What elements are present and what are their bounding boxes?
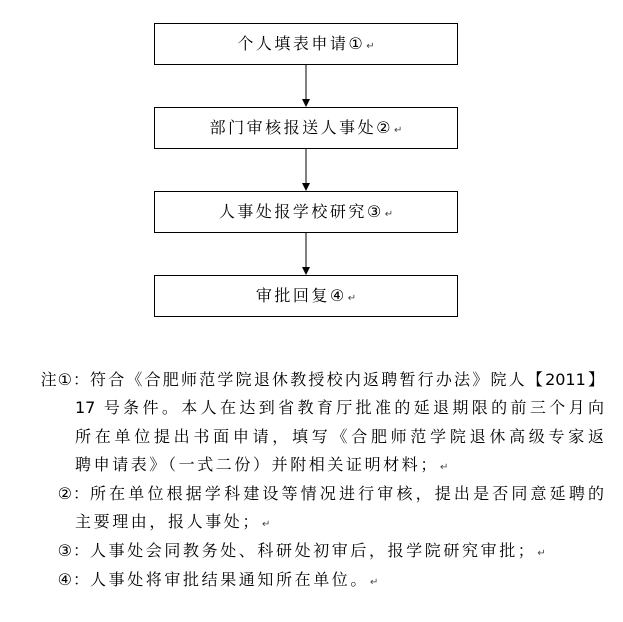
arrow-step-3-to-4 — [302, 233, 310, 275]
paragraph-mark: ↵ — [370, 577, 379, 588]
paragraph-mark: ↵ — [384, 209, 394, 220]
paragraph-mark: ↵ — [366, 41, 375, 52]
paragraph-mark: ↵ — [440, 462, 449, 473]
note-4-line-1 — [90, 570, 378, 590]
note-text: 符合《合肥师范学院退休教授校内返聘暂行办法》院人【2011】 — [90, 370, 604, 389]
note-1-marker: 注①： — [40, 370, 90, 389]
note-text: 17 号条件。本人在达到省教育厅批准的延退期限的前三个月向 — [75, 398, 604, 417]
paragraph-mark: ↵ — [262, 519, 271, 530]
paragraph-mark: ↵ — [347, 293, 357, 304]
note-3-marker: ③： — [57, 541, 90, 560]
flow-step-label: 个人填表申请① — [237, 34, 366, 53]
note-3-line-1 — [90, 541, 546, 561]
note-1-line-4 — [75, 455, 448, 475]
paragraph-mark: ↵ — [393, 125, 403, 136]
arrow-step-1-to-2 — [302, 65, 310, 107]
flow-step-label: 部门审核报送人事处② — [209, 118, 393, 137]
paragraph-mark: ↵ — [537, 548, 546, 559]
note-text: 人事处将审批结果通知所在单位。 — [90, 570, 370, 589]
note-2-line-2 — [75, 512, 270, 532]
flow-step-label: 审批回复④ — [255, 286, 347, 305]
note-text: 聘申请表》（一式二份）并附相关证明材料； — [75, 455, 440, 474]
note-text: 主要理由，报人事处； — [75, 512, 262, 531]
flow-step-label: 人事处报学校研究③ — [218, 202, 384, 221]
note-2-line-1 — [90, 484, 604, 504]
note-1-line-3 — [75, 427, 604, 447]
note-text: 所在单位提出书面申请，填写《合肥师范学院退休高级专家返 — [75, 427, 604, 446]
note-1-line-2 — [75, 398, 604, 418]
note-4-marker: ④： — [57, 570, 90, 589]
arrow-step-2-to-3 — [302, 149, 310, 191]
note-2-marker: ②： — [57, 484, 90, 503]
note-text: 所在单位根据学科建设等情况进行审核，提出是否同意延聘的 — [90, 484, 604, 503]
note-1-line-1 — [90, 370, 604, 390]
note-text: 人事处会同教务处、科研处初审后，报学院研究审批； — [90, 541, 537, 560]
